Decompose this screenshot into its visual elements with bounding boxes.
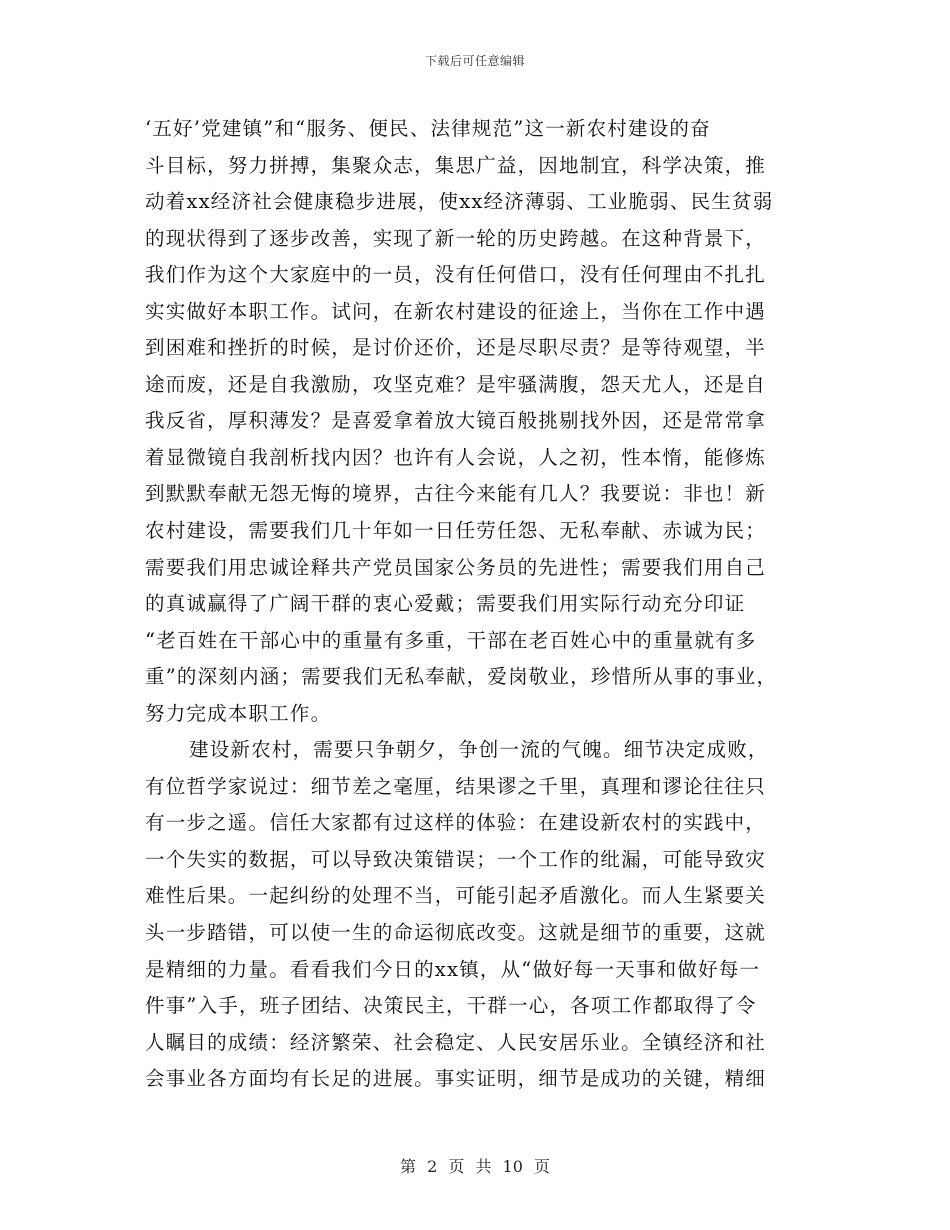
text-line: 到困难和挫折的时候，是讨价还价，还是尽职尽责？是等待观望，半: [145, 336, 767, 360]
text-line: 有位哲学家说过：细节差之毫厘，结果谬之千里，真理和谬论往往只: [145, 774, 767, 798]
text-line: 我们作为这个大家庭中的一员，没有任何借口，没有任何理由不扎扎: [145, 263, 767, 287]
document-body: [145, 111, 815, 1098]
text-line: 难性后果。一起纠纷的处理不当，可能引起矛盾激化。而人生紧要关: [145, 884, 767, 908]
text-line: 农村建设，需要我们几十年如一日任劳任怨、无私奉献、赤诚为民；: [145, 519, 767, 543]
text-line: 努力完成本职工作。: [145, 701, 332, 725]
text-line: 的现状得到了逐步改善，实现了新一轮的历史跨越。在这种背景下，: [145, 226, 767, 250]
text-line: 动着xx经济社会健康稳步进展，使xx经济薄弱、工业脆弱、民生贫弱: [145, 190, 774, 214]
page-header: 下载后可任意编辑: [424, 54, 525, 68]
text-line: 有一步之遥。信任大家都有过这样的体验：在建设新农村的实践中，: [145, 811, 767, 835]
text-line: 一个失实的数据，可以导致决策错误；一个工作的纰漏，可能导致灾: [145, 847, 767, 871]
text-line: 到默默奉献无怨无悔的境界，古往今来能有几人？我要说：非也！新: [145, 482, 767, 506]
text-line: ‘五好’党建镇”和“服务、便民、法律规范”这一新农村建设的奋: [145, 117, 711, 140]
text-line: 建设新农村，需要只争朝夕，争创一流的气魄。细节决定成败，: [189, 738, 769, 762]
text-line: 件事”入手，班子团结、决策民主，干群一心，各项工作都取得了令: [145, 994, 757, 1018]
page-number-footer: 第 2 页 共 10 页: [400, 1157, 550, 1176]
text-line: 斗目标，努力拼搏，集聚众志，集思广益，因地制宜，科学决策，推: [145, 153, 767, 177]
text-line: 会事业各方面均有长足的进展。事实证明，细节是成功的关键，精细: [145, 1067, 767, 1091]
text-line: 人瞩目的成绩：经济繁荣、社会稳定、人民安居乐业。全镇经济和社: [145, 1030, 767, 1054]
text-line: 需要我们用忠诚诠释共产党员国家公务员的先进性；需要我们用自己: [145, 555, 767, 579]
text-line: 实实做好本职工作。试问，在新农村建设的征途上，当你在工作中遇: [145, 299, 767, 323]
text-line: 着显微镜自我剖析找内因？也许有人会说，人之初，性本惰，能修炼: [145, 445, 767, 469]
text-line: 的真诚赢得了广阔干群的衷心爱戴；需要我们用实际行动充分印证: [145, 592, 746, 616]
text-line: 途而废，还是自我激励，攻坚克难？是牢骚满腹，怨天尤人，还是自: [145, 372, 767, 396]
paragraph: [145, 732, 815, 1097]
paragraph: [145, 111, 815, 732]
text-line: “老百姓在干部心中的重量有多重，干部在老百姓心中的重量就有多: [145, 628, 757, 652]
text-line: 我反省，厚积薄发？是喜爱拿着放大镜百般挑剔找外因，还是常常拿: [145, 409, 767, 433]
text-line: 重”的深刻内涵；需要我们无私奉献，爱岗敬业，珍惜所从事的事业，: [145, 665, 778, 689]
text-line: 头一步踏错，可以使一生的命运彻底改变。这就是细节的重要，这就: [145, 921, 767, 945]
text-line: 是精细的力量。看看我们今日的xx镇，从“做好每一天事和做好每一: [145, 957, 761, 981]
